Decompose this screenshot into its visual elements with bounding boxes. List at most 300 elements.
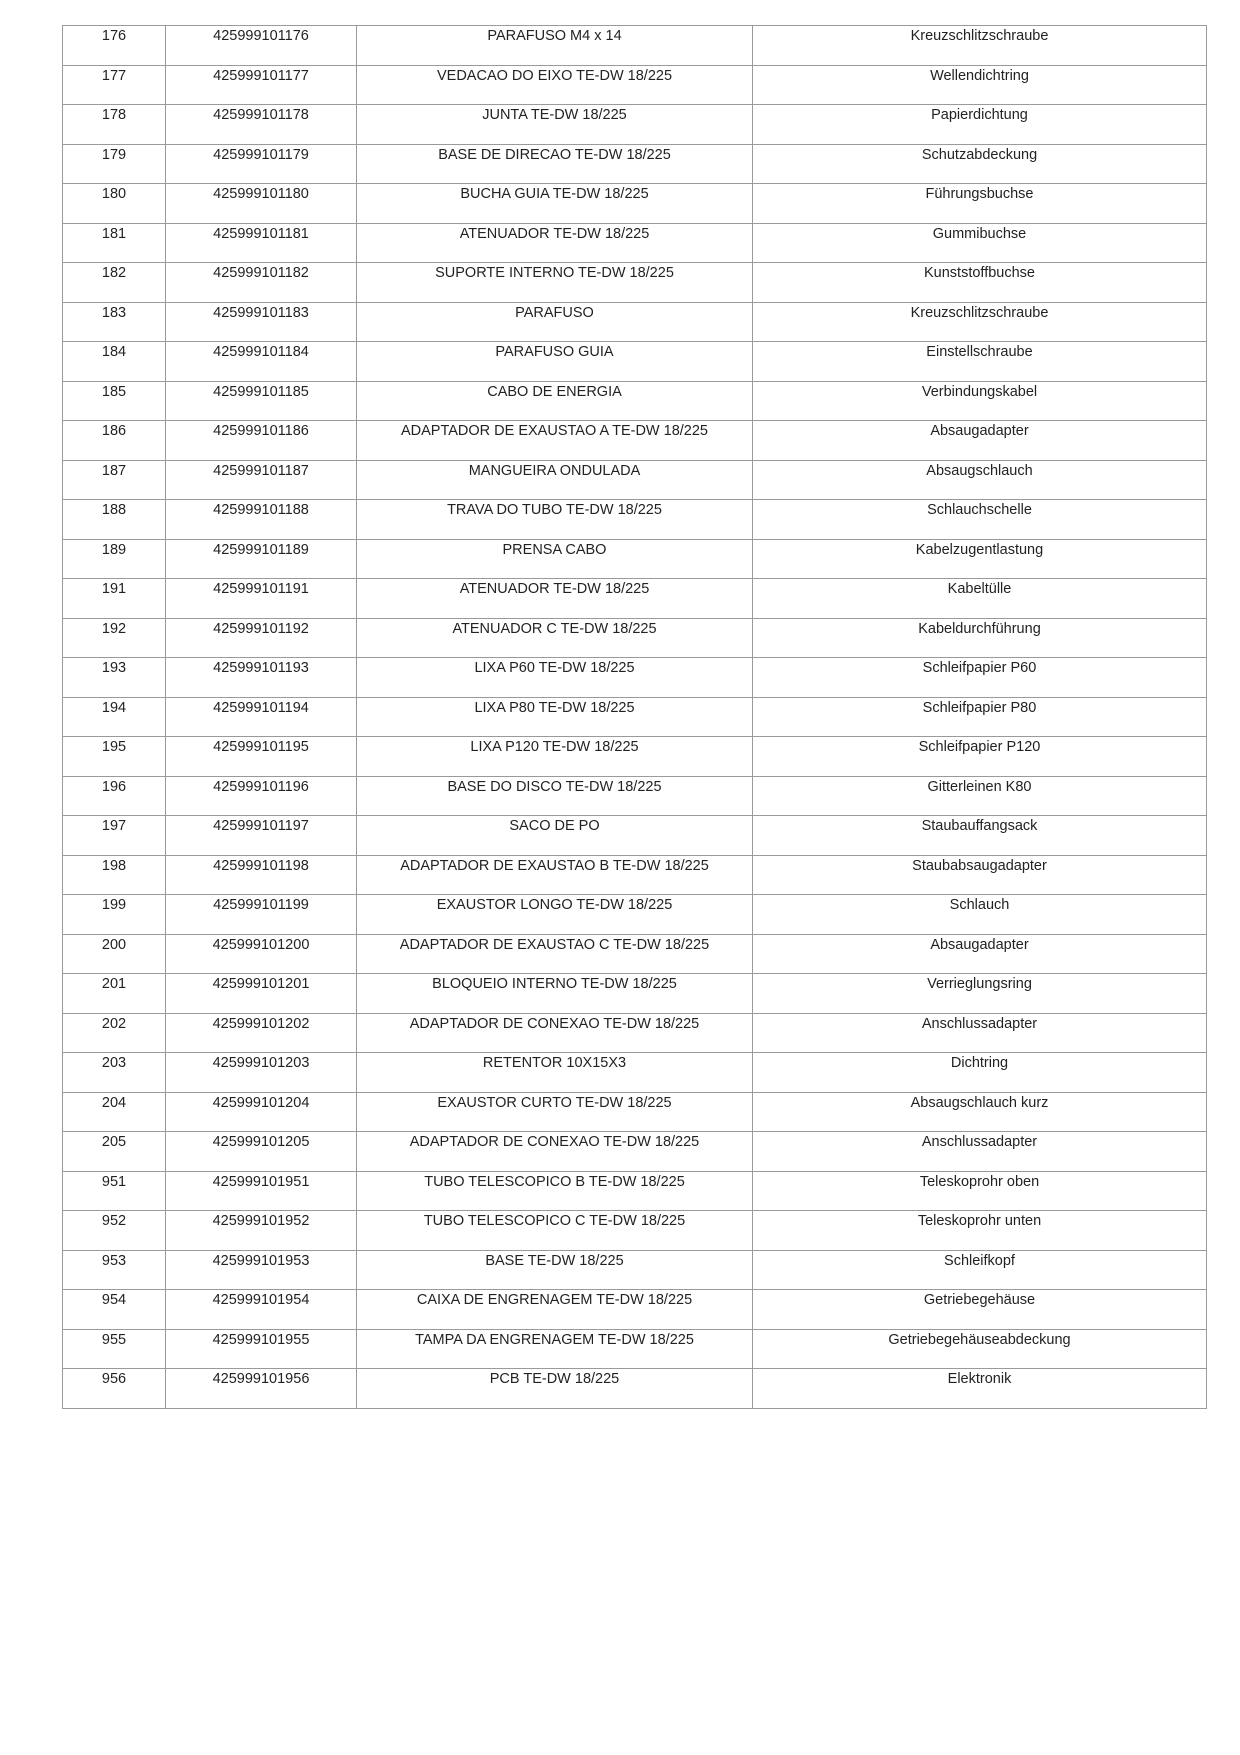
position-number-text: 182 (101, 265, 127, 281)
position-number-cell (63, 855, 166, 895)
description-pt-text: LIXA P80 TE-DW 18/225 (474, 699, 635, 716)
description-de-cell (753, 1250, 1207, 1290)
article-number-text: 425999101205 (212, 1134, 310, 1150)
article-number-cell (166, 855, 357, 895)
table-row (63, 184, 1207, 224)
description-de-text: Teleskoprohr oben (919, 1173, 1040, 1190)
article-number-cell (166, 460, 357, 500)
position-number-cell (63, 816, 166, 856)
position-number-cell (63, 144, 166, 184)
position-number-cell (63, 342, 166, 382)
description-pt-cell (357, 855, 753, 895)
description-pt-text: BASE DE DIRECAO TE-DW 18/225 (438, 146, 671, 163)
table-row (63, 460, 1207, 500)
description-de-cell (753, 1171, 1207, 1211)
position-number-text: 192 (101, 620, 127, 637)
position-number-cell (63, 974, 166, 1014)
article-number-cell (166, 302, 357, 342)
description-de-cell (753, 381, 1207, 421)
description-de-text: Getriebegehäuseabdeckung (888, 1331, 1071, 1348)
table-row (63, 737, 1207, 777)
article-number-cell (166, 579, 357, 619)
description-de-text: Getriebegehäuse (923, 1292, 1036, 1308)
article-number-cell (166, 263, 357, 303)
position-number-cell (63, 302, 166, 342)
table-row (63, 421, 1207, 461)
article-number-text: 425999101189 (213, 541, 309, 558)
article-number-cell (166, 1369, 357, 1409)
description-pt-text: PRENSA CABO (502, 541, 607, 558)
article-number-cell (166, 65, 357, 105)
description-de-text: Schleifpapier P80 (922, 699, 1037, 716)
description-pt-text: BLOQUEIO INTERNO TE-DW 18/225 (432, 976, 677, 992)
description-de-cell (753, 421, 1207, 461)
description-pt-text: CAIXA DE ENGRENAGEM TE-DW 18/225 (416, 1292, 693, 1308)
position-number-cell (63, 895, 166, 935)
description-de-cell (753, 105, 1207, 145)
position-number-cell (63, 65, 166, 105)
description-de-text: Absaugadapter (930, 423, 1029, 439)
description-de-cell (753, 697, 1207, 737)
description-pt-cell (357, 658, 753, 698)
description-pt-text: TRAVA DO TUBO TE-DW 18/225 (447, 502, 662, 518)
article-number-text: 425999101199 (213, 897, 309, 913)
article-number-cell (166, 1250, 357, 1290)
description-pt-text: BASE DO DISCO TE-DW 18/225 (447, 778, 662, 795)
article-number-text: 425999101187 (213, 462, 309, 479)
description-de-cell (753, 579, 1207, 619)
description-pt-cell (357, 500, 753, 540)
description-pt-text: LIXA P60 TE-DW 18/225 (474, 660, 635, 676)
article-number-text: 425999101956 (212, 1371, 310, 1387)
position-number-cell (63, 1290, 166, 1330)
position-number-cell (63, 1369, 166, 1409)
position-number-cell (63, 26, 166, 66)
position-number-cell (63, 1329, 166, 1369)
article-number-cell (166, 342, 357, 382)
article-number-cell (166, 381, 357, 421)
description-de-text: Verbindungskabel (921, 383, 1038, 400)
article-number-text: 425999101186 (213, 423, 309, 439)
article-number-cell (166, 1132, 357, 1172)
description-de-cell (753, 223, 1207, 263)
description-pt-text: RETENTOR 10X15X3 (482, 1055, 627, 1071)
description-pt-text: VEDACAO DO EIXO TE-DW 18/225 (436, 67, 673, 84)
position-number-text: 201 (101, 976, 127, 992)
table-row (63, 1211, 1207, 1251)
position-number-text: 183 (101, 304, 127, 321)
description-de-text: Einstellschraube (926, 344, 1033, 360)
article-number-cell (166, 697, 357, 737)
description-de-cell (753, 1132, 1207, 1172)
position-number-cell (63, 934, 166, 974)
description-de-cell (753, 342, 1207, 382)
table-row (63, 500, 1207, 540)
description-pt-cell (357, 105, 753, 145)
description-de-text: Schleifpapier P120 (918, 739, 1041, 755)
description-pt-text: EXAUSTOR CURTO TE-DW 18/225 (437, 1094, 672, 1111)
position-number-text: 955 (101, 1331, 127, 1348)
position-number-text: 199 (101, 897, 127, 913)
position-number-cell (63, 697, 166, 737)
position-number-text: 194 (101, 699, 127, 716)
article-number-text: 425999101188 (213, 502, 309, 518)
description-pt-cell (357, 974, 753, 1014)
table-row (63, 776, 1207, 816)
description-pt-text: ADAPTADOR DE EXAUSTAO C TE-DW 18/225 (399, 936, 710, 953)
position-number-text: 188 (101, 502, 127, 518)
position-number-text: 198 (101, 857, 127, 874)
table-row (63, 895, 1207, 935)
table-row (63, 658, 1207, 698)
description-de-text: Kabelzugentlastung (915, 541, 1044, 558)
description-de-text: Absaugschlauch kurz (910, 1094, 1049, 1111)
position-number-text: 177 (101, 67, 127, 84)
table-row (63, 144, 1207, 184)
description-pt-cell (357, 26, 753, 66)
description-de-text: Führungsbuchse (925, 186, 1034, 202)
description-pt-cell (357, 1013, 753, 1053)
table-row (63, 1132, 1207, 1172)
position-number-cell (63, 263, 166, 303)
description-pt-text: SACO DE PO (509, 818, 600, 834)
description-de-text: Absaugschlauch (926, 462, 1033, 479)
description-pt-cell (357, 223, 753, 263)
description-pt-text: TAMPA DA ENGRENAGEM TE-DW 18/225 (415, 1331, 694, 1348)
position-number-text: 186 (101, 423, 127, 439)
description-pt-text: TUBO TELESCOPICO C TE-DW 18/225 (423, 1213, 686, 1229)
description-de-text: Papierdichtung (931, 107, 1028, 123)
article-number-text: 425999101183 (213, 304, 309, 321)
article-number-cell (166, 539, 357, 579)
article-number-cell (166, 895, 357, 935)
description-pt-cell (357, 460, 753, 500)
description-pt-cell (357, 1171, 753, 1211)
position-number-text: 205 (101, 1134, 127, 1150)
description-de-cell (753, 934, 1207, 974)
position-number-text: 185 (101, 383, 127, 400)
description-pt-text: ADAPTADOR DE CONEXAO TE-DW 18/225 (409, 1134, 700, 1150)
description-pt-cell (357, 302, 753, 342)
position-number-cell (63, 539, 166, 579)
position-number-cell (63, 421, 166, 461)
article-number-text: 425999101203 (212, 1055, 310, 1071)
description-pt-cell (357, 421, 753, 461)
article-number-text: 425999101954 (212, 1292, 310, 1308)
description-de-cell (753, 1369, 1207, 1409)
article-number-cell (166, 618, 357, 658)
description-pt-cell (357, 618, 753, 658)
table-row (63, 1329, 1207, 1369)
description-pt-cell (357, 1290, 753, 1330)
position-number-text: 196 (101, 778, 127, 795)
article-number-text: 425999101191 (213, 581, 309, 597)
description-pt-text: JUNTA TE-DW 18/225 (482, 107, 627, 123)
description-pt-text: ATENUADOR TE-DW 18/225 (459, 225, 650, 242)
article-number-cell (166, 184, 357, 224)
position-number-text: 193 (101, 660, 127, 676)
description-pt-cell (357, 144, 753, 184)
description-pt-cell (357, 381, 753, 421)
position-number-cell (63, 1171, 166, 1211)
table-row (63, 342, 1207, 382)
description-de-cell (753, 1013, 1207, 1053)
description-de-cell (753, 184, 1207, 224)
position-number-cell (63, 105, 166, 145)
position-number-cell (63, 460, 166, 500)
position-number-cell (63, 618, 166, 658)
position-number-cell (63, 223, 166, 263)
position-number-cell (63, 184, 166, 224)
table-row (63, 1013, 1207, 1053)
position-number-cell (63, 658, 166, 698)
description-pt-text: PARAFUSO GUIA (495, 344, 614, 360)
description-de-cell (753, 65, 1207, 105)
position-number-text: 952 (101, 1213, 127, 1229)
table-row (63, 263, 1207, 303)
position-number-cell (63, 500, 166, 540)
description-de-text: Teleskoprohr unten (917, 1213, 1042, 1229)
description-pt-text: CABO DE ENERGIA (487, 383, 622, 400)
article-number-text: 425999101194 (213, 699, 309, 716)
description-de-cell (753, 1329, 1207, 1369)
article-number-text: 425999101179 (213, 146, 309, 163)
description-pt-text: TUBO TELESCOPICO B TE-DW 18/225 (424, 1173, 685, 1190)
description-pt-cell (357, 263, 753, 303)
article-number-text: 425999101202 (212, 1015, 310, 1032)
table-row (63, 855, 1207, 895)
article-number-cell (166, 105, 357, 145)
description-pt-cell (357, 539, 753, 579)
article-number-text: 425999101177 (213, 67, 309, 84)
article-number-cell (166, 658, 357, 698)
description-de-text: Kabeldurchführung (918, 620, 1041, 637)
article-number-text: 425999101952 (212, 1213, 310, 1229)
article-number-cell (166, 421, 357, 461)
article-number-cell (166, 1211, 357, 1251)
description-pt-text: LIXA P120 TE-DW 18/225 (470, 739, 639, 755)
description-de-text: Anschlussadapter (921, 1015, 1038, 1032)
description-de-cell (753, 1092, 1207, 1132)
article-number-cell (166, 1171, 357, 1211)
position-number-text: 197 (101, 818, 127, 834)
position-number-text: 956 (101, 1371, 127, 1387)
table-row (63, 65, 1207, 105)
article-number-cell (166, 26, 357, 66)
description-de-cell (753, 263, 1207, 303)
description-pt-cell (357, 579, 753, 619)
description-de-text: Schlauchschelle (927, 502, 1032, 518)
position-number-text: 178 (101, 107, 127, 123)
description-pt-cell (357, 934, 753, 974)
parts-list-body (63, 26, 1207, 1409)
description-de-text: Kreuzschlitzschraube (910, 304, 1049, 321)
table-row (63, 579, 1207, 619)
position-number-text: 204 (101, 1094, 127, 1111)
table-row (63, 26, 1207, 66)
table-row (63, 934, 1207, 974)
position-number-text: 954 (101, 1292, 127, 1308)
table-row (63, 1369, 1207, 1409)
description-de-cell (753, 658, 1207, 698)
description-pt-cell (357, 697, 753, 737)
description-de-text: Staubabsaugadapter (912, 857, 1047, 874)
position-number-text: 195 (101, 739, 127, 755)
position-number-text: 179 (101, 146, 127, 163)
position-number-text: 951 (101, 1173, 127, 1190)
article-number-text: 425999101955 (212, 1331, 310, 1348)
description-pt-cell (357, 1132, 753, 1172)
article-number-cell (166, 974, 357, 1014)
description-de-cell (753, 539, 1207, 579)
article-number-text: 425999101176 (213, 28, 309, 44)
position-number-cell (63, 1013, 166, 1053)
description-de-text: Schleifkopf (944, 1252, 1015, 1269)
position-number-text: 181 (101, 225, 127, 242)
position-number-cell (63, 737, 166, 777)
description-de-text: Gummibuchse (932, 225, 1027, 242)
position-number-text: 187 (101, 462, 127, 479)
table-row (63, 1171, 1207, 1211)
description-pt-text: PARAFUSO (515, 304, 594, 321)
article-number-text: 425999101181 (213, 225, 309, 242)
table-row (63, 1053, 1207, 1093)
position-number-text: 203 (101, 1055, 127, 1071)
position-number-cell (63, 1132, 166, 1172)
description-pt-text: EXAUSTOR LONGO TE-DW 18/225 (436, 897, 673, 913)
table-row (63, 539, 1207, 579)
description-de-cell (753, 1053, 1207, 1093)
position-number-text: 200 (101, 936, 127, 953)
position-number-text: 202 (101, 1015, 127, 1032)
description-pt-cell (357, 1329, 753, 1369)
table-row (63, 1290, 1207, 1330)
description-de-cell (753, 302, 1207, 342)
article-number-text: 425999101200 (212, 936, 310, 953)
article-number-text: 425999101197 (213, 818, 309, 834)
description-de-text: Staubauffangsack (921, 818, 1038, 834)
description-pt-cell (357, 1211, 753, 1251)
table-row (63, 816, 1207, 856)
position-number-text: 184 (101, 344, 127, 360)
article-number-cell (166, 1329, 357, 1369)
article-number-text: 425999101196 (213, 778, 309, 795)
description-de-text: Schleifpapier P60 (922, 660, 1037, 676)
table-row (63, 105, 1207, 145)
article-number-cell (166, 1053, 357, 1093)
description-de-text: Kreuzschlitzschraube (910, 28, 1049, 44)
description-de-cell (753, 1290, 1207, 1330)
position-number-cell (63, 776, 166, 816)
parts-list-table (62, 25, 1207, 1409)
description-pt-cell (357, 342, 753, 382)
position-number-cell (63, 1250, 166, 1290)
description-de-text: Wellendichtring (930, 67, 1029, 84)
description-de-cell (753, 855, 1207, 895)
table-row (63, 1092, 1207, 1132)
article-number-cell (166, 934, 357, 974)
description-pt-cell (357, 895, 753, 935)
description-de-cell (753, 1211, 1207, 1251)
article-number-cell (166, 776, 357, 816)
description-pt-text: ADAPTADOR DE EXAUSTAO B TE-DW 18/225 (400, 857, 709, 874)
description-de-cell (753, 500, 1207, 540)
article-number-text: 425999101195 (213, 739, 309, 755)
description-de-text: Kunststoffbuchse (924, 265, 1035, 281)
article-number-text: 425999101204 (212, 1094, 310, 1111)
table-row (63, 381, 1207, 421)
description-pt-cell (357, 816, 753, 856)
position-number-text: 953 (101, 1252, 127, 1269)
table-row (63, 974, 1207, 1014)
article-number-cell (166, 144, 357, 184)
article-number-text: 425999101180 (213, 186, 309, 202)
article-number-text: 425999101185 (213, 383, 309, 400)
article-number-text: 425999101201 (212, 976, 310, 992)
description-pt-cell (357, 1250, 753, 1290)
article-number-text: 425999101951 (212, 1173, 310, 1190)
position-number-cell (63, 1092, 166, 1132)
description-de-text: Schutzabdeckung (921, 146, 1038, 163)
position-number-cell (63, 579, 166, 619)
description-de-text: Gitterleinen K80 (927, 778, 1032, 795)
description-pt-text: MANGUEIRA ONDULADA (468, 462, 641, 479)
description-de-cell (753, 737, 1207, 777)
table-row (63, 223, 1207, 263)
description-de-text: Absaugadapter (930, 936, 1029, 953)
description-pt-text: PARAFUSO M4 x 14 (487, 28, 622, 44)
description-de-cell (753, 144, 1207, 184)
description-pt-text: ADAPTADOR DE EXAUSTAO A TE-DW 18/225 (400, 423, 708, 439)
description-de-cell (753, 776, 1207, 816)
position-number-text: 189 (101, 541, 127, 558)
table-row (63, 618, 1207, 658)
description-pt-text: BASE TE-DW 18/225 (485, 1252, 624, 1269)
article-number-text: 425999101953 (212, 1252, 310, 1269)
article-number-cell (166, 1013, 357, 1053)
table-row (63, 1250, 1207, 1290)
description-pt-cell (357, 1369, 753, 1409)
article-number-text: 425999101182 (213, 265, 309, 281)
description-de-cell (753, 618, 1207, 658)
description-pt-text: ADAPTADOR DE CONEXAO TE-DW 18/225 (409, 1015, 700, 1032)
article-number-text: 425999101192 (213, 620, 309, 637)
description-de-text: Anschlussadapter (921, 1134, 1038, 1150)
article-number-text: 425999101193 (213, 660, 309, 676)
article-number-cell (166, 500, 357, 540)
table-row (63, 302, 1207, 342)
description-pt-cell (357, 184, 753, 224)
description-de-cell (753, 26, 1207, 66)
position-number-text: 176 (101, 28, 127, 44)
position-number-cell (63, 1211, 166, 1251)
description-pt-text: ATENUADOR C TE-DW 18/225 (452, 620, 657, 637)
description-de-cell (753, 895, 1207, 935)
description-pt-cell (357, 1053, 753, 1093)
description-pt-text: PCB TE-DW 18/225 (489, 1371, 620, 1387)
description-pt-cell (357, 1092, 753, 1132)
article-number-cell (166, 1290, 357, 1330)
position-number-text: 180 (101, 186, 127, 202)
description-pt-text: SUPORTE INTERNO TE-DW 18/225 (435, 265, 674, 281)
description-pt-text: ATENUADOR TE-DW 18/225 (459, 581, 650, 597)
description-de-cell (753, 974, 1207, 1014)
article-number-cell (166, 1092, 357, 1132)
article-number-text: 425999101178 (213, 107, 309, 123)
position-number-cell (63, 381, 166, 421)
description-de-text: Kabeltülle (947, 581, 1012, 597)
description-pt-cell (357, 776, 753, 816)
